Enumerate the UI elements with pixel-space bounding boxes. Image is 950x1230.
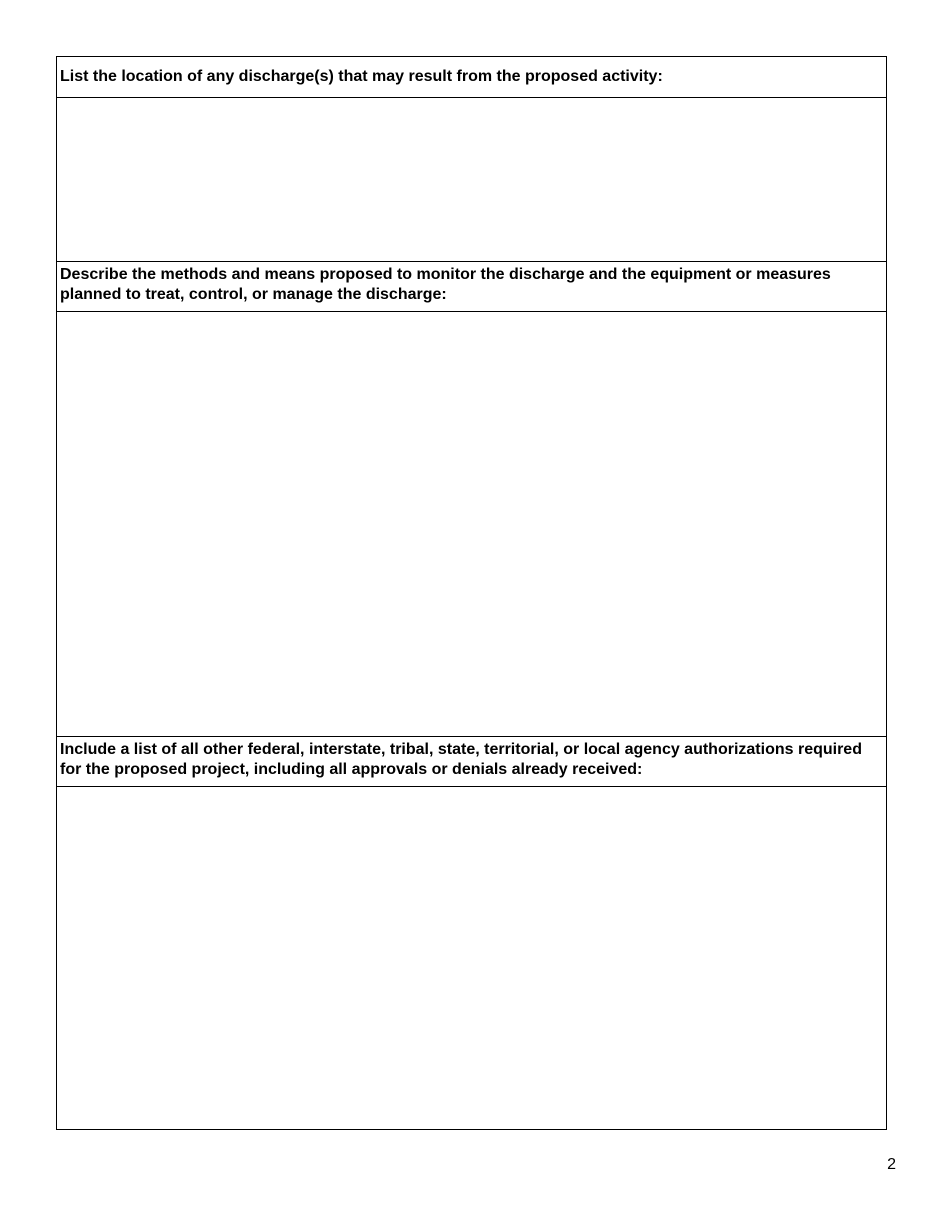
form-table bbox=[56, 56, 887, 1130]
section-1-label: List the location of any discharge(s) that may result from the proposed activity: bbox=[60, 68, 663, 85]
section-1-answer-row bbox=[57, 98, 887, 262]
section-2-answer-row bbox=[57, 312, 887, 737]
section-1-header-row bbox=[57, 57, 887, 98]
section-2-header-row bbox=[57, 262, 887, 312]
section-2-label-cell bbox=[57, 262, 887, 312]
section-3-answer-row bbox=[57, 787, 887, 1130]
section-3-label: Include a list of all other federal, interstate, tribal, state, territorial, or local agency authorizations required for the proposed project, including all approvals or denials already received: bbox=[60, 741, 862, 778]
section-3-label-cell bbox=[57, 737, 887, 787]
section-1-label-cell bbox=[57, 57, 887, 98]
section-2-label: Describe the methods and means proposed to monitor the discharge and the equipment or measures planned to treat, control, or manage the discharge: bbox=[60, 266, 831, 303]
monitoring-methods-field[interactable] bbox=[57, 312, 887, 737]
agency-authorizations-field[interactable] bbox=[57, 787, 887, 1130]
discharge-location-field[interactable] bbox=[57, 98, 887, 262]
page-number: 2 bbox=[887, 1156, 896, 1173]
section-3-header-row bbox=[57, 737, 887, 787]
